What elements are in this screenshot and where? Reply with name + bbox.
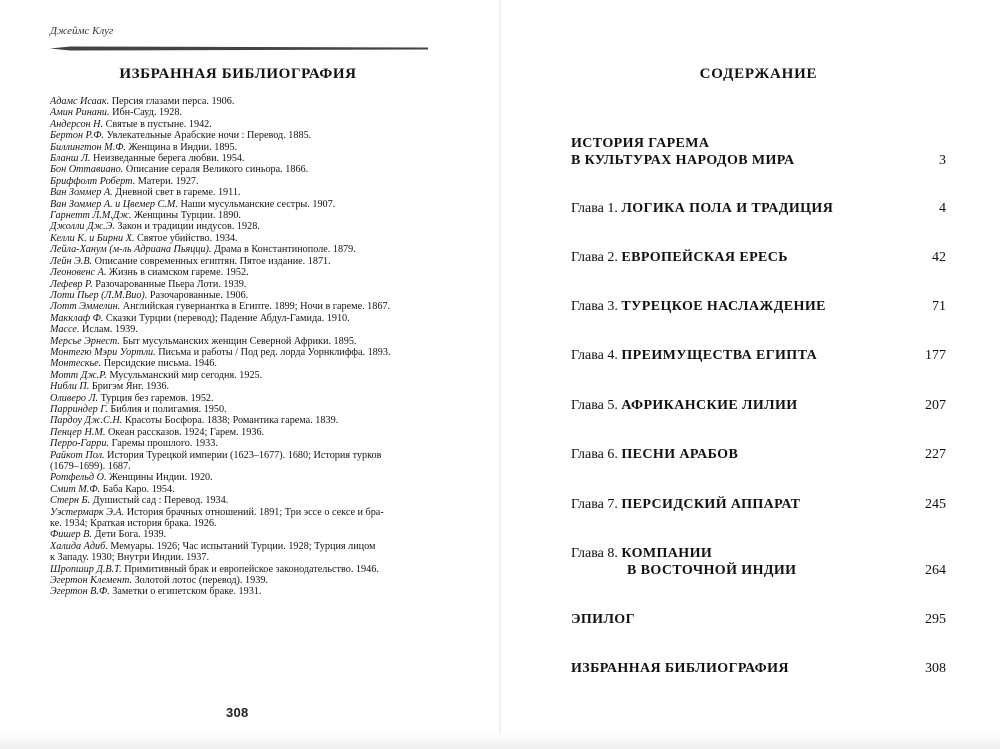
bibliography-entry bbox=[50, 404, 435, 415]
bibliography-entry bbox=[50, 256, 435, 267]
entry-author: Бертон Р.Ф. bbox=[50, 130, 105, 142]
bibliography-entry bbox=[50, 518, 435, 529]
toc-entry[interactable] bbox=[571, 347, 946, 364]
entry-text: Мемуары. 1926; Час испытаний Турции. 1928; Турция лицом bbox=[107, 540, 376, 552]
toc-chapter-number: Глава 8. bbox=[571, 546, 622, 561]
toc-line-1 bbox=[571, 660, 891, 677]
bibliography-entry bbox=[50, 370, 435, 381]
bibliography-entry bbox=[50, 142, 435, 153]
right-page bbox=[500, 0, 1000, 749]
toc-entry-label bbox=[571, 249, 891, 266]
entry-author: Лейн Э.В. bbox=[50, 255, 93, 267]
bibliography-entry bbox=[50, 130, 435, 141]
entry-author: Амин Ринани. bbox=[50, 107, 110, 119]
entry-author: Андерсон Н. bbox=[50, 118, 104, 130]
entry-author: Биллингтон М.Ф. bbox=[50, 141, 126, 153]
bibliography-entry bbox=[50, 119, 435, 130]
entry-text: Святые в пустыне. 1942. bbox=[103, 118, 212, 130]
entry-text: Жизнь в сиамском гареме. 1952. bbox=[106, 267, 249, 279]
bibliography-entry bbox=[50, 507, 435, 518]
bibliography-entry bbox=[50, 244, 435, 255]
toc-line-1 bbox=[571, 249, 891, 266]
entry-text: Разочарованные. 1906. bbox=[147, 289, 249, 301]
toc-chapter-number: Глава 6. bbox=[571, 447, 622, 462]
entry-text: Океан рассказов. 1924; Гарем. 1936. bbox=[105, 426, 265, 438]
toc-page-number: 295 bbox=[925, 612, 946, 627]
entry-text: Персия глазами перса. 1906. bbox=[109, 96, 235, 107]
toc-chapter-title-line-2: В ВОСТОЧНОЙ ИНДИИ bbox=[627, 563, 797, 578]
toc-entry[interactable] bbox=[571, 397, 946, 414]
entry-text: Персидские письма. 1946. bbox=[101, 358, 217, 370]
entry-text: ке. 1934; Краткая история брака. 1926. bbox=[50, 518, 217, 530]
entry-text: Примитивный брак и европейское законодательство. 1946. bbox=[121, 563, 379, 575]
toc-chapter-title: ПРЕИМУЩЕСТВА ЕГИПТА bbox=[621, 348, 818, 363]
toc-page-number: 207 bbox=[925, 398, 946, 413]
toc-entry-label bbox=[571, 496, 891, 513]
entry-author: Нибли П. bbox=[50, 381, 90, 393]
entry-author: Лейла-Ханум (м-ль Адриана Пьяцци). bbox=[50, 244, 212, 256]
entry-text: Душистый сад : Перевод. 1934. bbox=[90, 495, 229, 507]
entry-text: Закон и традиции индусов. 1928. bbox=[114, 221, 260, 233]
toc-line-1 bbox=[571, 397, 891, 414]
entry-author: Стерн Б. bbox=[50, 495, 91, 507]
toc-chapter-title: ТУРЕЦКОЕ НАСЛАЖДЕНИЕ bbox=[621, 299, 826, 314]
toc-entry-label bbox=[571, 200, 891, 217]
bibliography-entry bbox=[50, 301, 435, 312]
bottom-edge bbox=[0, 733, 1000, 749]
toc-page-number: 177 bbox=[925, 348, 946, 363]
toc-chapter-title: КОМПАНИИ bbox=[621, 546, 713, 561]
entry-author: Парриндер Г. bbox=[50, 403, 108, 415]
entry-author: Лоти Пьер (Л.М.Вио). bbox=[50, 289, 148, 301]
header-rule-line bbox=[50, 46, 428, 51]
entry-text: Дети Бога. 1939. bbox=[91, 529, 167, 541]
toc-chapter-title: ИСТОРИЯ ГАРЕМА bbox=[571, 136, 710, 151]
bibliography-entry bbox=[50, 176, 435, 187]
entry-text: Описание сераля Великого синьора. 1866. bbox=[123, 164, 309, 176]
toc-chapter-title: ИЗБРАННАЯ БИБЛИОГРАФИЯ bbox=[571, 661, 789, 676]
entry-author: Гарнетт Л.М.Дж. bbox=[50, 210, 132, 222]
toc-chapter-number: Глава 2. bbox=[571, 250, 622, 265]
bibliography-entry bbox=[50, 393, 435, 404]
toc-entry[interactable] bbox=[571, 611, 946, 628]
toc-page-number: 71 bbox=[932, 299, 946, 314]
entry-author: Лефевр Р. bbox=[50, 278, 93, 290]
toc-line-1 bbox=[571, 446, 891, 463]
entry-text: Женщины Турции. 1890. bbox=[131, 210, 241, 222]
bibliography-entry bbox=[50, 153, 435, 164]
toc-chapter-title-line-2: В КУЛЬТУРАХ НАРОДОВ МИРА bbox=[571, 153, 795, 168]
entry-author: Халида Адиб. bbox=[50, 540, 108, 552]
toc-entry-label bbox=[571, 611, 891, 628]
entry-author: Ротфельд О. bbox=[50, 472, 107, 484]
bibliography-entry bbox=[50, 575, 435, 586]
entry-text: Матери. 1927. bbox=[135, 175, 199, 187]
entry-text: Баба Каро. 1954. bbox=[100, 483, 175, 495]
toc-chapter-title: АФРИКАНСКИЕ ЛИЛИИ bbox=[621, 398, 798, 413]
bibliography-entry bbox=[50, 461, 435, 472]
entry-author: Келли К. и Бирни Х. bbox=[50, 232, 135, 244]
entry-text: Письма и работы / Под ред. лорда Уорнклиффа. 1893. bbox=[155, 346, 391, 358]
entry-author: Бриффолт Роберт. bbox=[50, 175, 136, 187]
entry-text: Ислам. 1939. bbox=[79, 324, 138, 336]
toc-entry[interactable] bbox=[571, 135, 946, 169]
entry-author: Мотт Дж.Р. bbox=[50, 369, 107, 381]
entry-author: Массе. bbox=[50, 324, 80, 336]
entry-author: Адамс Исаак. bbox=[50, 96, 110, 107]
toc-entry-label bbox=[571, 135, 891, 169]
entry-author: Пардоу Дж.С.Н. bbox=[50, 415, 123, 427]
entry-text: Разочарованные Пьера Лоти. 1939. bbox=[92, 278, 247, 290]
toc-entry[interactable] bbox=[571, 446, 946, 463]
entry-text: Ибн-Сауд. 1928. bbox=[109, 107, 182, 119]
entry-text: Гаремы прошлого. 1933. bbox=[109, 438, 218, 450]
entry-text: Сказки Турции (перевод); Падение Абдул-Гамида. 1910. bbox=[103, 312, 350, 324]
toc-line-1 bbox=[571, 200, 891, 217]
bibliography-entry bbox=[50, 472, 435, 483]
entry-text: Драма в Константинополе. 1879. bbox=[211, 244, 356, 256]
bibliography-title: ИЗБРАННАЯ БИБЛИОГРАФИЯ bbox=[119, 66, 357, 82]
entry-text: Неизведанные берега любви. 1954. bbox=[90, 153, 245, 165]
toc-entry-label bbox=[571, 347, 891, 364]
entry-text: Женщины Индии. 1920. bbox=[106, 472, 213, 484]
toc-page-number: 264 bbox=[925, 563, 946, 578]
entry-author: Уэстермарк Э.А. bbox=[50, 506, 125, 518]
bibliography-entry bbox=[50, 415, 435, 426]
toc-page-number: 4 bbox=[939, 201, 946, 216]
entry-text: Женщина в Индии. 1895. bbox=[125, 141, 238, 153]
entry-author: Фишер В. bbox=[50, 529, 92, 541]
toc-entry[interactable] bbox=[571, 298, 946, 315]
toc-line-1 bbox=[571, 611, 891, 628]
bibliography-entry bbox=[50, 290, 435, 301]
bibliography-entry bbox=[50, 495, 435, 506]
entry-author: Монтескье. bbox=[50, 358, 102, 370]
running-head: Джеймс Клуг bbox=[50, 25, 114, 37]
toc-chapter-title: ПЕРСИДСКИЙ АППАРАТ bbox=[621, 497, 801, 512]
toc-page-number: 3 bbox=[939, 153, 946, 168]
toc-chapter-number: Глава 5. bbox=[571, 398, 622, 413]
bibliography-list bbox=[50, 96, 435, 598]
entry-text: Святое убийство. 1934. bbox=[134, 232, 238, 244]
toc-entry[interactable] bbox=[571, 200, 946, 217]
entry-author: Оливеро Л. bbox=[50, 392, 99, 404]
bibliography-entry bbox=[50, 529, 435, 540]
bibliography-entry bbox=[50, 358, 435, 369]
bibliography-entry bbox=[50, 233, 435, 244]
toc-page-number: 42 bbox=[932, 250, 946, 265]
bibliography-entry bbox=[50, 164, 435, 175]
entry-text: История брачных отношений. 1891; Три эссе о сексе и бра- bbox=[124, 506, 384, 518]
bibliography-entry bbox=[50, 96, 435, 107]
entry-text: Мусульманский мир сегодня. 1925. bbox=[106, 369, 263, 381]
bibliography-entry bbox=[50, 313, 435, 324]
entry-author: Эгертон Клемент. bbox=[50, 575, 133, 587]
entry-text: Красоты Босфора. 1838; Романтика гарема. 1839. bbox=[122, 415, 339, 427]
toc-entry-label bbox=[571, 446, 891, 463]
header-rule bbox=[50, 46, 428, 49]
bibliography-entry bbox=[50, 427, 435, 438]
entry-author: Леоновенс А. bbox=[50, 267, 107, 279]
toc-chapter-title: ЕВРОПЕЙСКАЯ ЕРЕСЬ bbox=[621, 250, 788, 265]
entry-text: История Турецкой империи (1623–1677). 1680; История турков bbox=[104, 449, 382, 461]
entry-text: Бригэм Янг. 1936. bbox=[89, 381, 170, 393]
entry-author: Шропшир Д.В.Т. bbox=[50, 563, 122, 575]
bibliography-entry bbox=[50, 199, 435, 210]
entry-author: Лотт Эммелин. bbox=[50, 301, 121, 313]
toc-entry-label bbox=[571, 298, 891, 315]
toc-entry[interactable] bbox=[571, 496, 946, 513]
bibliography-entry bbox=[50, 187, 435, 198]
entry-author: Мерсье Эрнест. bbox=[50, 335, 120, 347]
toc-entry[interactable] bbox=[571, 660, 946, 677]
entry-text: Быт мусульманских женщин Северной Африки. 1895. bbox=[119, 335, 357, 347]
toc-line-1 bbox=[571, 298, 891, 315]
entry-text: Турция без гаремов. 1952. bbox=[98, 392, 214, 404]
entry-author: Джолли Дж.Э. bbox=[50, 221, 115, 233]
bibliography-entry bbox=[50, 107, 435, 118]
toc-page-number: 308 bbox=[925, 661, 946, 676]
toc-entry-label bbox=[571, 397, 891, 414]
entry-text: к Западу. 1930; Внутри Индии. 1937. bbox=[50, 552, 209, 564]
entry-text: Увлекательные Арабские ночи : Перевод. 1885. bbox=[104, 130, 312, 142]
toc-chapter-title: ЭПИЛОГ bbox=[571, 612, 635, 627]
bibliography-entry bbox=[50, 484, 435, 495]
bibliography-entry bbox=[50, 279, 435, 290]
toc-entry[interactable] bbox=[571, 545, 946, 579]
entry-author: Пенцер Н.М. bbox=[50, 426, 106, 438]
bibliography-entry bbox=[50, 324, 435, 335]
toc-line-1 bbox=[571, 545, 891, 562]
entry-author: Перро-Гарри. bbox=[50, 438, 110, 450]
toc-chapter-number: Глава 1. bbox=[571, 201, 622, 216]
bibliography-entry bbox=[50, 381, 435, 392]
entry-text: Наши мусульманские сестры. 1907. bbox=[177, 198, 336, 210]
page-number: 308 bbox=[226, 705, 249, 720]
entry-text: Библия и полигамия. 1950. bbox=[107, 403, 227, 415]
entry-text: Описание современных египтян. Пятое издание. 1871. bbox=[92, 255, 331, 267]
toc-line-1 bbox=[571, 135, 891, 152]
bibliography-entry bbox=[50, 347, 435, 358]
toc-chapter-title: ПЕСНИ АРАБОВ bbox=[621, 447, 739, 462]
entry-author: Эгертон В.Ф. bbox=[50, 586, 110, 598]
entry-author: Бланш Л. bbox=[50, 153, 91, 165]
toc-chapter-number: Глава 4. bbox=[571, 348, 622, 363]
entry-text: (1679–1699). 1687. bbox=[50, 461, 131, 472]
entry-author: Макклаф Ф. bbox=[50, 312, 104, 324]
toc-chapter-number: Глава 7. bbox=[571, 497, 622, 512]
entry-text: Английская гувернантка в Египте. 1899; Ночи в гареме. 1867. bbox=[120, 301, 391, 313]
toc-title: СОДЕРЖАНИЕ bbox=[699, 66, 818, 82]
bibliography-entry bbox=[50, 541, 435, 552]
bibliography-entry bbox=[50, 210, 435, 221]
toc-chapter-number: Глава 3. bbox=[571, 299, 622, 314]
entry-text: Дневной свет в гареме. 1911. bbox=[112, 187, 241, 199]
bibliography-entry bbox=[50, 564, 435, 575]
toc-entry-label bbox=[571, 660, 891, 677]
bibliography-entry bbox=[50, 586, 435, 597]
entry-author: Смит М.Ф. bbox=[50, 483, 101, 495]
entry-author: Бон Оттавиано. bbox=[50, 164, 124, 176]
entry-author: Райкот Пол. bbox=[50, 449, 105, 461]
bibliography-entry bbox=[50, 221, 435, 232]
toc-entry[interactable] bbox=[571, 249, 946, 266]
toc-page-number: 245 bbox=[925, 497, 946, 512]
toc-page-number: 227 bbox=[925, 447, 946, 462]
entry-author: Монтегю Мэри Уортли. bbox=[50, 346, 156, 358]
bibliography-entry bbox=[50, 450, 435, 461]
entry-author: Ван Зоммер А. bbox=[50, 187, 113, 199]
toc-line-1 bbox=[571, 347, 891, 364]
entry-text: Золотой лотос (перевод). 1939. bbox=[132, 575, 268, 587]
toc-line-1 bbox=[571, 496, 891, 513]
bibliography-entry bbox=[50, 267, 435, 278]
bibliography-entry bbox=[50, 552, 435, 563]
entry-author: Ван Зоммер А. и Цвемер С.М. bbox=[50, 198, 178, 210]
toc-chapter-title: ЛОГИКА ПОЛА И ТРАДИЦИЯ bbox=[621, 201, 834, 216]
toc-entry-label bbox=[571, 545, 891, 579]
bibliography-entry bbox=[50, 336, 435, 347]
bibliography-entry bbox=[50, 438, 435, 449]
entry-text: Заметки о египетском браке. 1931. bbox=[109, 586, 262, 598]
